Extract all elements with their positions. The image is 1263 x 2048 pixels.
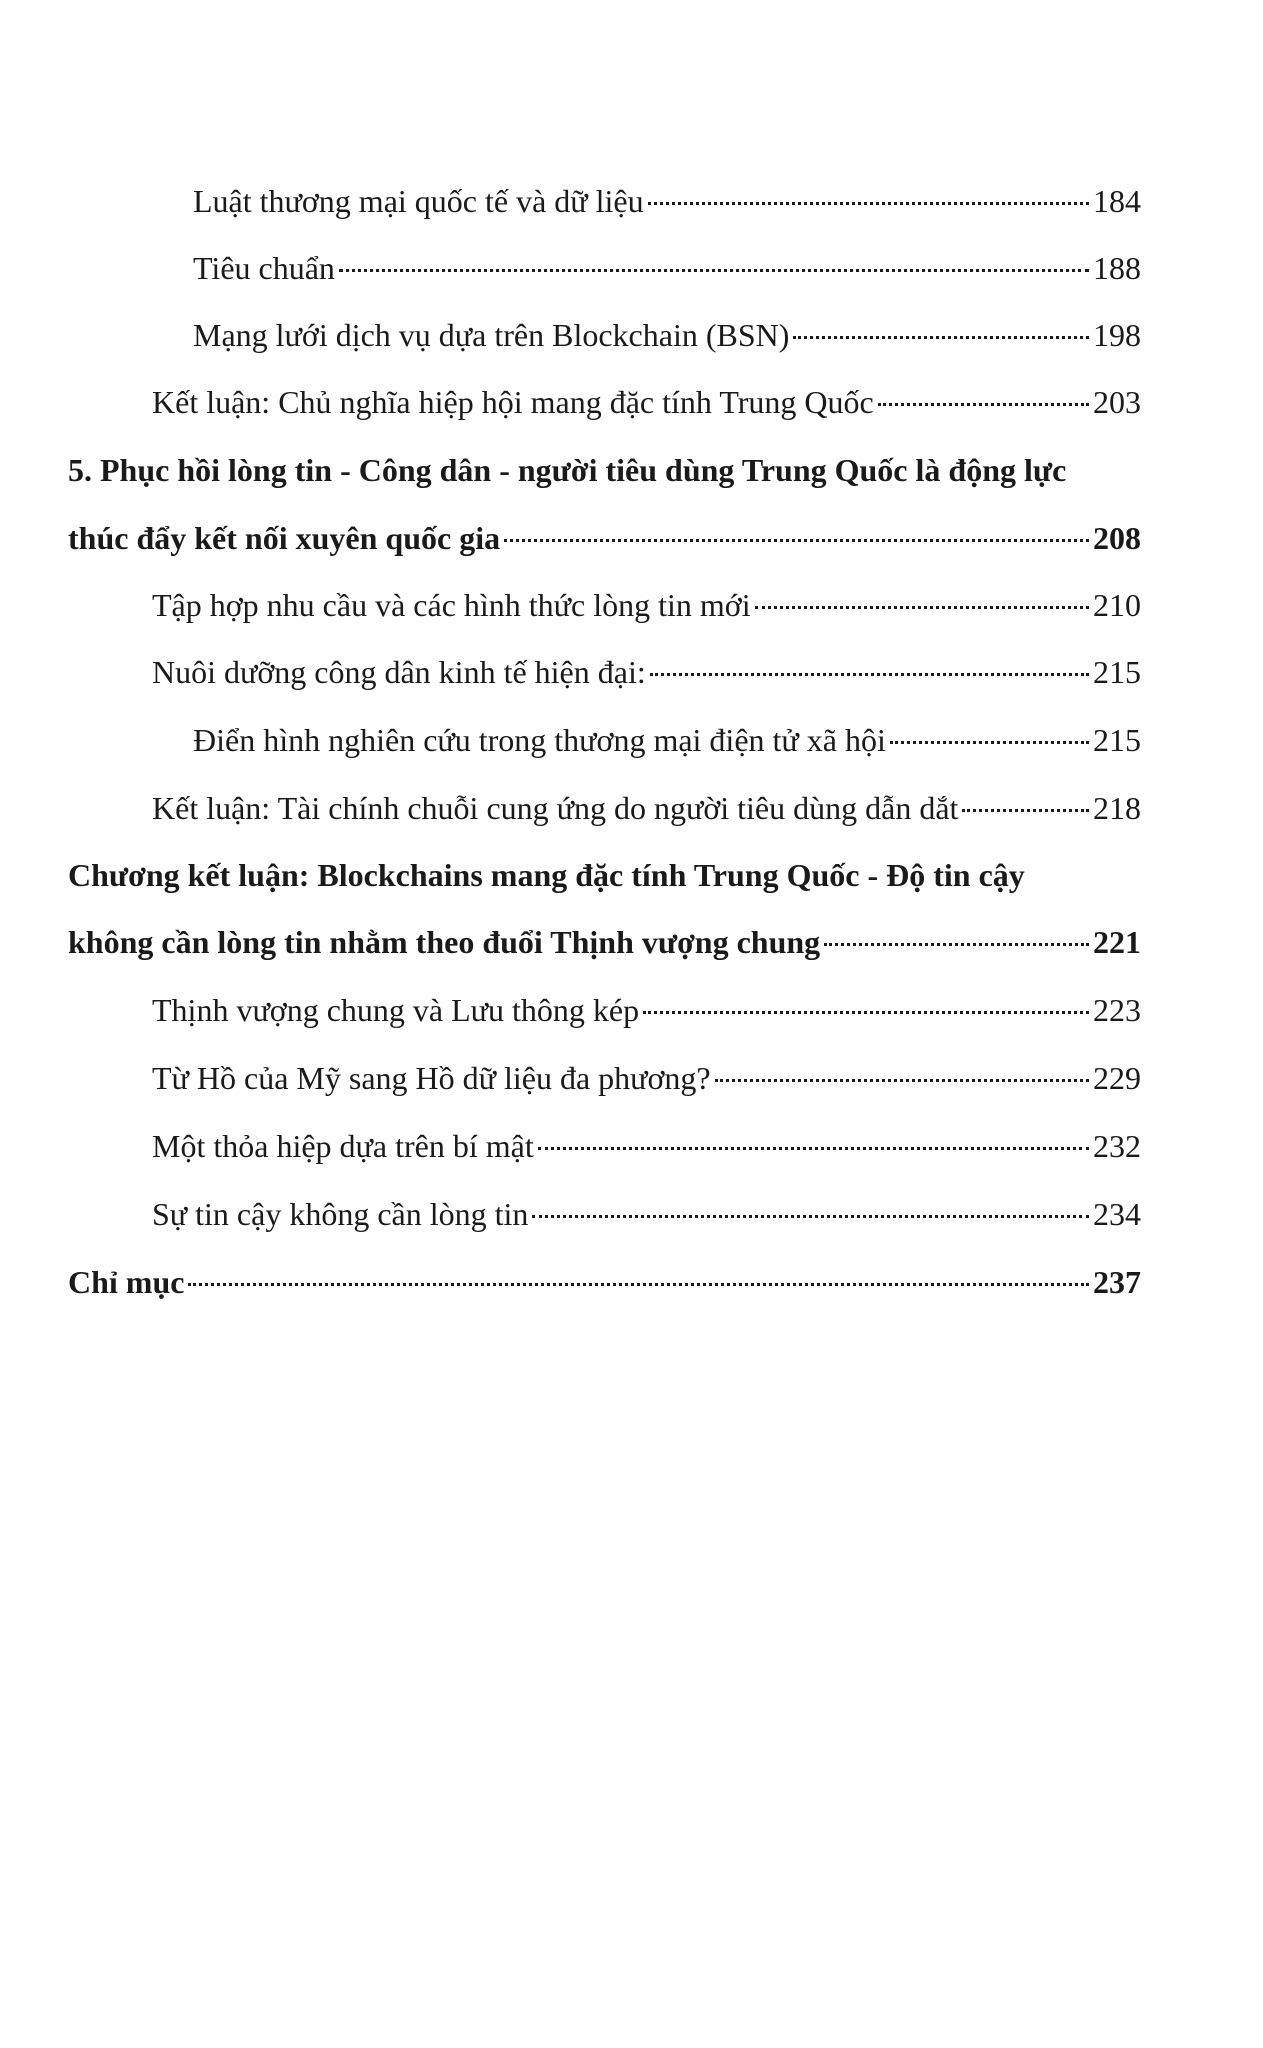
dot-leader (715, 1079, 1089, 1082)
toc-entry-title: Sự tin cậy không cần lòng tin (152, 1196, 529, 1232)
dot-leader (188, 1283, 1089, 1286)
toc-entry-title: Kết luận: Tài chính chuỗi cung ứng do người tiêu dùng dẫn dắt (152, 790, 959, 826)
dot-leader (793, 336, 1089, 339)
toc-entry[interactable] (193, 720, 1141, 760)
toc-chapter-title-line1[interactable]: Chương kết luận: Blockchains mang đặc tính Trung Quốc - Độ tin cậy (68, 857, 1025, 893)
toc-entry-page: 184 (1093, 183, 1141, 219)
toc-entry-title: Điển hình nghiên cứu trong thương mại điện tử xã hội (193, 722, 886, 758)
toc-entry-page: 215 (1093, 722, 1141, 758)
toc-entry[interactable] (193, 181, 1141, 221)
dot-leader (755, 606, 1089, 609)
toc-entry[interactable] (152, 788, 1141, 828)
toc-entry-title: Luật thương mại quốc tế và dữ liệu (193, 183, 644, 219)
toc-entry-title: Thịnh vượng chung và Lưu thông kép (152, 992, 640, 1028)
toc-entry-page: 232 (1093, 1128, 1141, 1164)
toc-entry-page: 215 (1093, 654, 1141, 690)
toc-entry-title: Nuôi dưỡng công dân kinh tế hiện đại: (152, 654, 646, 690)
dot-leader (648, 202, 1089, 205)
toc-entry-title: Tiêu chuẩn (193, 250, 335, 286)
toc-entry-page: 237 (1093, 1264, 1141, 1300)
toc-entry[interactable] (193, 248, 1141, 288)
dot-leader (538, 1147, 1089, 1150)
toc-entry-page: 234 (1093, 1196, 1141, 1232)
toc-entry[interactable] (152, 990, 1141, 1030)
toc-entry[interactable] (193, 315, 1141, 355)
toc-entry-title: Tập hợp nhu cầu và các hình thức lòng tin mới (152, 587, 751, 623)
toc-entry[interactable] (152, 585, 1141, 625)
toc-entry[interactable] (152, 382, 1141, 422)
toc-entry[interactable] (68, 518, 1141, 558)
toc-entry-page: 208 (1093, 520, 1141, 556)
toc-entry-page: 188 (1093, 250, 1141, 286)
toc-entry[interactable] (152, 1126, 1141, 1166)
dot-leader (339, 269, 1089, 272)
toc-entry-title: Từ Hồ của Mỹ sang Hồ dữ liệu đa phương? (152, 1060, 711, 1096)
toc-entry-title: Mạng lưới dịch vụ dựa trên Blockchain (BSN) (193, 317, 790, 353)
dot-leader (650, 673, 1089, 676)
toc-entry[interactable] (152, 652, 1141, 692)
toc-entry-title: không cần lòng tin nhằm theo đuổi Thịnh vượng chung (68, 924, 821, 960)
toc-entry[interactable] (68, 922, 1141, 962)
toc-chapter-title-line1[interactable]: 5. Phục hồi lòng tin - Công dân - người tiêu dùng Trung Quốc là động lực (68, 452, 1067, 488)
toc-entry-page: 218 (1093, 790, 1141, 826)
dot-leader (504, 539, 1089, 542)
dot-leader (643, 1011, 1089, 1014)
toc-entry-title: Chỉ mục (68, 1264, 185, 1300)
toc-entry[interactable] (152, 1058, 1141, 1098)
toc-entry-title: Một thỏa hiệp dựa trên bí mật (152, 1128, 534, 1164)
toc-entry-page: 223 (1093, 992, 1141, 1028)
dot-leader (878, 403, 1089, 406)
toc-entry-title: thúc đẩy kết nối xuyên quốc gia (68, 520, 501, 556)
toc-entry-page: 221 (1093, 924, 1141, 960)
dot-leader (890, 741, 1089, 744)
toc-entry-page: 203 (1093, 384, 1141, 420)
dot-leader (532, 1215, 1089, 1218)
toc-entry[interactable] (68, 1262, 1141, 1302)
toc-entry-page: 210 (1093, 587, 1141, 623)
toc-entry-page: 198 (1093, 317, 1141, 353)
toc-entry-page: 229 (1093, 1060, 1141, 1096)
toc-entry[interactable] (152, 1194, 1141, 1234)
dot-leader (824, 943, 1089, 946)
toc-entry-title: Kết luận: Chủ nghĩa hiệp hội mang đặc tính Trung Quốc (152, 384, 874, 420)
dot-leader (962, 809, 1089, 812)
